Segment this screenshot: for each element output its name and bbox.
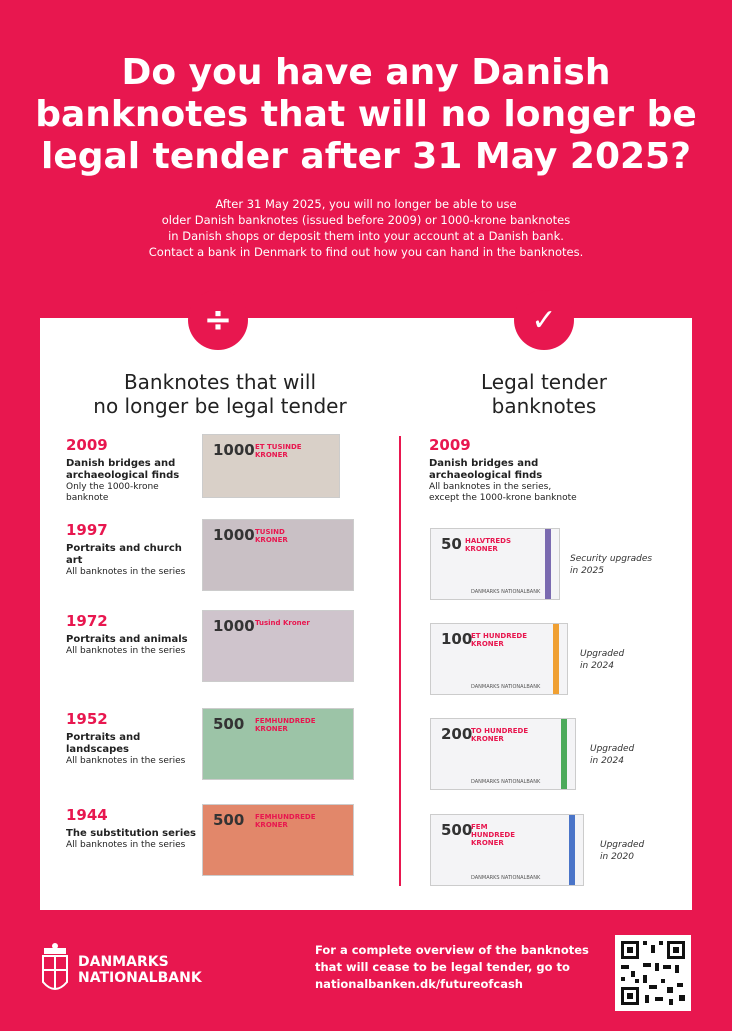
banknote-bank-label: DANMARKS NATIONALBANK: [471, 684, 541, 690]
qr-code-icon[interactable]: [615, 935, 691, 1011]
banknote-image: [430, 814, 584, 886]
banknote-color-strip: [553, 624, 559, 694]
upgrade-caption: Upgraded in 2020: [600, 840, 645, 862]
series-year: 1972: [66, 612, 108, 630]
nationalbank-logo: [40, 942, 202, 998]
retired-series-entry: [66, 521, 196, 578]
retired-series-entry: [66, 710, 196, 767]
banknote-denomination: 1000: [213, 617, 255, 635]
banknote-color-strip: [545, 529, 551, 599]
series-desc: All banknotes in the series, except the 1000-krone banknote: [429, 482, 577, 503]
retired-series-entry: [66, 436, 196, 504]
banknote-text: TO HUNDREDE KRONER: [471, 727, 529, 743]
content-panel: [40, 300, 692, 910]
series-desc: Only the 1000-krone banknote: [66, 482, 159, 503]
series-name: Portraits and landscapes: [66, 732, 141, 755]
banknote-denomination: 200: [441, 725, 473, 743]
footer-cta: For a complete overview of the banknotes that will cease to be legal tender, go to nationalbanken.dk/futureofcash: [315, 942, 605, 993]
legal-series-entry: [429, 436, 629, 504]
page-title: Do you have any Danish banknotes that will no longer be legal tender after 31 May 2025?: [35, 52, 697, 177]
series-desc: All banknotes in the series: [66, 646, 186, 656]
banknote-denomination: 500: [213, 811, 245, 829]
left-heading: Banknotes that will no longer be legal tender: [93, 370, 347, 418]
banknote-denomination: 500: [441, 821, 473, 839]
banknote-text: FEMHUNDREDE KRONER: [255, 813, 316, 829]
upgrade-caption: Upgraded in 2024: [580, 649, 625, 671]
right-heading: Legal tender banknotes: [480, 370, 607, 418]
series-year: 2009: [429, 436, 471, 454]
division-icon: ÷: [188, 290, 248, 350]
banknote-denomination: 500: [213, 715, 245, 733]
bank-name: DANMARKS NATIONALBANK: [78, 954, 202, 986]
banknote-text: TUSIND KRONER: [255, 528, 288, 544]
series-year: 1997: [66, 521, 108, 539]
series-name: Portraits and church art: [66, 543, 182, 566]
banknote-image: [202, 519, 354, 591]
series-name: Danish bridges and archaeological finds: [66, 458, 180, 481]
banknote-text: ET TUSINDE KRONER: [255, 443, 302, 459]
banknote-image: [202, 610, 354, 682]
banknote-text: ET HUNDREDE KRONER: [471, 632, 527, 648]
banknote-image: [202, 804, 354, 876]
intro-text: After 31 May 2025, you will no longer be able to use older Danish banknotes (issued before 2009) or 1000-krone banknotes in Danish shops or deposit them into your account at a Danish bank. Contact a bank in Denmark to find out how you can hand in the banknotes.: [148, 197, 584, 259]
banknote-bank-label: DANMARKS NATIONALBANK: [471, 589, 541, 595]
banknote-bank-label: DANMARKS NATIONALBANK: [471, 875, 541, 881]
banknote-color-strip: [569, 815, 575, 885]
banknote-denomination: 100: [441, 630, 473, 648]
retired-series-entry: [66, 612, 196, 657]
banknote-text: FEM HUNDREDE KRONER: [471, 823, 515, 847]
series-desc: All banknotes in the series: [66, 567, 186, 577]
series-name: The substitution series: [66, 828, 196, 839]
banknote-denomination: 1000: [213, 526, 255, 544]
banknote-denomination: 50: [441, 535, 462, 553]
banknote-image: [430, 718, 576, 790]
series-year: 2009: [66, 436, 108, 454]
series-desc: All banknotes in the series: [66, 840, 186, 850]
retired-series-entry: [66, 806, 196, 851]
upgrade-caption: Upgraded in 2024: [590, 744, 635, 766]
banknote-denomination: 1000: [213, 441, 255, 459]
banknote-text: Tusind Kroner: [255, 619, 310, 627]
series-desc: All banknotes in the series: [66, 756, 186, 766]
banknote-image: [430, 623, 568, 695]
upgrade-caption: Security upgrades in 2025: [570, 554, 653, 576]
series-name: Portraits and animals: [66, 634, 188, 645]
banknote-bank-label: DANMARKS NATIONALBANK: [471, 779, 541, 785]
banknote-color-strip: [561, 719, 567, 789]
check-icon: ✓: [514, 290, 574, 350]
banknote-image: [202, 708, 354, 780]
banknote-image: [202, 434, 340, 498]
series-year: 1952: [66, 710, 108, 728]
website-link[interactable]: nationalbanken.dk/futureofcash: [315, 977, 523, 991]
banknote-text: HALVTREDS KRONER: [465, 537, 511, 553]
series-year: 1944: [66, 806, 108, 824]
series-name: Danish bridges and archaeological finds: [429, 458, 543, 481]
banknote-image: [430, 528, 560, 600]
crest-icon: [40, 942, 70, 998]
banknote-text: FEMHUNDREDE KRONER: [255, 717, 316, 733]
column-divider: [399, 436, 401, 886]
